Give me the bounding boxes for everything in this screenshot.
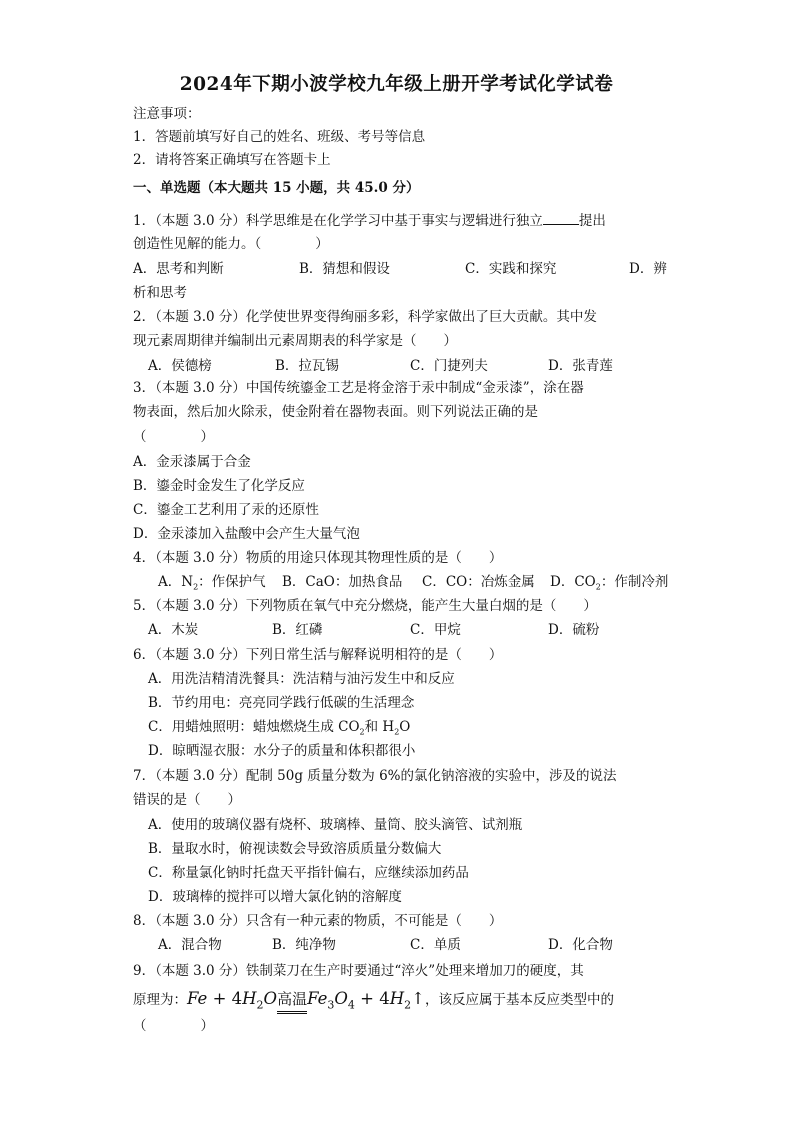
option-d: D．金汞漆加入盐酸中会产生大量气泡 xyxy=(133,526,360,542)
note-item: 2．请将答案正确填写在答题卡上 xyxy=(133,152,331,168)
option-b: B．红磷 xyxy=(272,622,323,638)
notes-heading: 注意事项： xyxy=(133,106,201,122)
reaction-condition: 高温 xyxy=(277,986,307,1012)
option-a: A．思考和判断 xyxy=(133,261,224,277)
question-7-line-1: 7．（本题 3.0 分）配制 50g 质量分数为 6%的氯化钠溶液的实验中，涉及的说法 xyxy=(133,768,617,784)
question-9-line-1: 9．（本题 3.0 分）铁制菜刀在生产时要通过“淬火”处理来增加刀的硬度，其 xyxy=(133,963,584,979)
option-b: B．CaO：加热食品 xyxy=(282,574,403,590)
option-d: D．硫粉 xyxy=(548,622,600,638)
question-6-text: 6．（本题 3.0 分）下列日常生活与解释说明相符的是（ ） xyxy=(133,647,503,663)
question-2-line-1: 2．（本题 3.0 分）化学使世界变得绚丽多彩，科学家做出了巨大贡献。其中发 xyxy=(133,309,597,325)
option-a: A．木炭 xyxy=(148,622,199,638)
option-a: A．使用的玻璃仪器有烧杯、玻璃棒、量筒、胶头滴管、试剂瓶 xyxy=(148,817,523,833)
question-3-line-1: 3．（本题 3.0 分）中国传统鎏金工艺是将金溶于汞中制成“金汞漆”，涂在器 xyxy=(133,380,584,396)
question-1-line-1b: 提出 xyxy=(578,213,606,229)
question-1-option-d-cont: 析和思考 xyxy=(133,285,187,301)
question-2-options xyxy=(148,356,668,376)
option-d: D．辨 xyxy=(629,261,667,277)
exam-title: 2024年下期小波学校九年级上册开学考试化学试卷 xyxy=(179,74,614,95)
option-c: C．甲烷 xyxy=(410,622,461,638)
chemical-equation: $Fe + 4H_2O$高温$Fe_3O_4$ + $4H_2↑$ xyxy=(187,989,425,1008)
question-3-line-3: （ ） xyxy=(133,429,214,445)
question-8-text: 8．（本题 3.0 分）只含有一种元素的物质，不可能是（ ） xyxy=(133,913,503,929)
question-1-line-1: 1．（本题 3.0 分）科学思维是在化学学习中基于事实与逻辑进行独立 xyxy=(133,213,543,229)
section-heading: 一、单选题（本大题共 15 小题，共 45.0 分） xyxy=(133,180,420,196)
option-c: C．门捷列夫 xyxy=(410,358,488,374)
option-c: C．单质 xyxy=(410,937,461,953)
option-b: B．鎏金时金发生了化学反应 xyxy=(133,478,305,494)
question-7-line-2: 错误的是（ ） xyxy=(133,792,241,808)
option-d: D．$CO_2$：作制冷剂 xyxy=(550,574,669,592)
question-5-text: 5．（本题 3.0 分）下列物质在氧气中充分燃烧，能产生大量白烟的是（ ） xyxy=(133,598,597,614)
option-a: A．混合物 xyxy=(158,937,222,953)
option-a: A．侯德榜 xyxy=(148,358,212,374)
question-2-line-2: 现元素周期律并编制出元素周期表的科学家是（ ） xyxy=(133,333,457,349)
question-9-line-2: 原理为：$Fe + 4H_2O$高温$Fe_3O_4$ + $4H_2↑$，该反应属于基本反应类型中的 xyxy=(133,986,614,1018)
question-4-text: 4．（本题 3.0 分）物质的用途只体现其物理性质的是（ ） xyxy=(133,550,503,566)
question-3-line-2: 物表面，然后加火除汞，使金附着在器物表面。则下列说法正确的是 xyxy=(133,404,538,420)
option-c: C．称量氯化钠时托盘天平指针偏右，应继续添加药品 xyxy=(148,865,469,881)
option-a: A．$N_2$：作保护气 xyxy=(158,574,266,592)
answer-blank xyxy=(543,212,579,225)
option-b: B．节约用电：亮亮同学践行低碳的生活理念 xyxy=(148,695,415,711)
question-5-options xyxy=(148,620,668,640)
question-text xyxy=(133,211,606,231)
option-b: B．纯净物 xyxy=(272,937,336,953)
option-c: C．CO：冶炼金属 xyxy=(422,574,535,590)
option-c: C．用蜡烛照明：蜡烛燃烧生成 $CO_2$和 $H_2O$ xyxy=(148,719,411,737)
question-9-line-3: （ ） xyxy=(133,1018,214,1034)
option-b: B．猜想和假设 xyxy=(299,261,390,277)
question-8-options xyxy=(158,935,678,955)
note-item: 1．答题前填写好自己的姓名、班级、考号等信息 xyxy=(133,129,426,145)
option-b: B．量取水时，俯视读数会导致溶质质量分数偏大 xyxy=(148,841,442,857)
option-c: C．实践和探究 xyxy=(465,261,557,277)
option-d: D．玻璃棒的搅拌可以增大氯化钠的溶解度 xyxy=(148,889,402,905)
option-b: B．拉瓦锡 xyxy=(275,358,339,374)
question-4-options xyxy=(158,572,678,592)
option-a: A．金汞漆属于合金 xyxy=(133,454,251,470)
question-1-line-2: 创造性见解的能力。（ ） xyxy=(133,236,329,252)
option-a: A．用洗洁精清洗餐具：洗洁精与油污发生中和反应 xyxy=(148,671,455,687)
question-1-options xyxy=(133,259,667,279)
option-d: D．化合物 xyxy=(548,937,613,953)
option-c: C．鎏金工艺利用了汞的还原性 xyxy=(133,502,319,518)
option-d: D．张青莲 xyxy=(548,358,613,374)
option-d: D．晾晒湿衣服：水分子的质量和体积都很小 xyxy=(148,743,416,759)
